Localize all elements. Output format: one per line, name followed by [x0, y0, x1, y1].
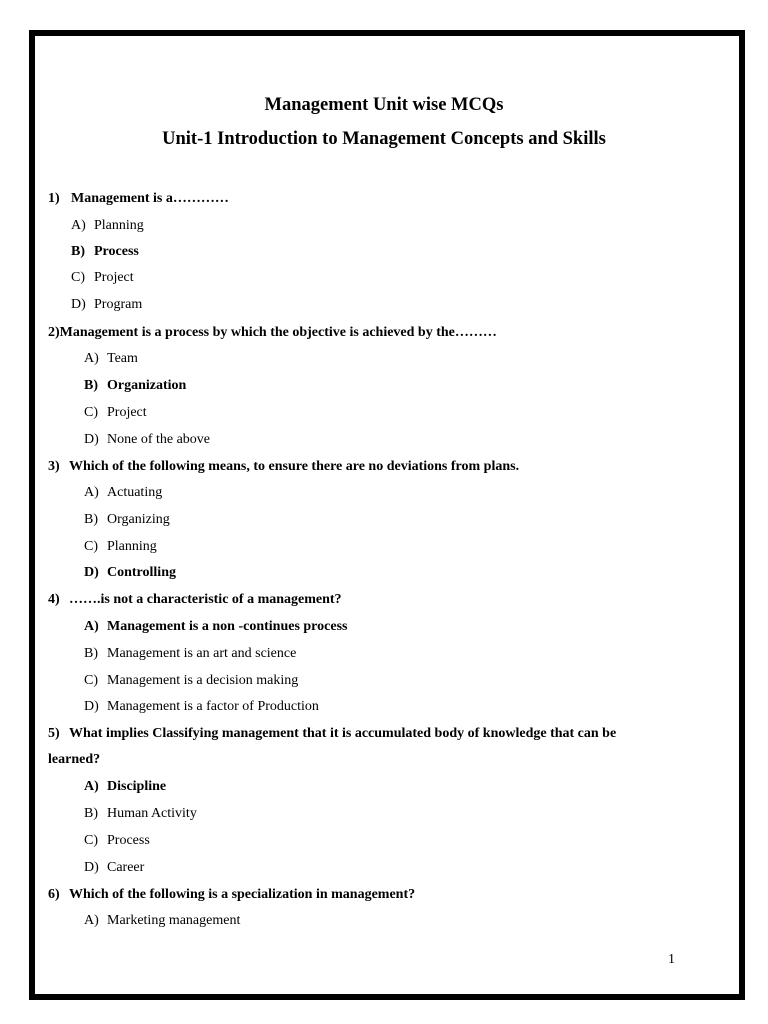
option-letter: A) — [84, 485, 99, 500]
option-text: Management is a non -continues process — [107, 619, 348, 634]
option-letter: C) — [84, 833, 98, 848]
option-text: Process — [94, 244, 139, 259]
option-letter: D) — [84, 860, 99, 875]
option-1c — [71, 269, 134, 287]
question-number: 2) — [48, 325, 60, 340]
option-letter: B) — [71, 244, 85, 259]
option-letter: C) — [84, 539, 98, 554]
option-text: Management is a factor of Production — [107, 699, 319, 714]
option-1b-correct — [71, 243, 139, 261]
option-4c — [84, 672, 298, 690]
question-2 — [48, 324, 497, 342]
document-subtitle: Unit-1 Introduction to Management Concepts and Skills — [162, 129, 606, 149]
option-letter: B) — [84, 646, 98, 661]
option-text: None of the above — [107, 432, 211, 447]
option-text: Organization — [107, 378, 187, 393]
option-3d-correct — [84, 564, 176, 582]
option-text: Planning — [94, 218, 144, 233]
question-number: 6) — [48, 887, 60, 902]
question-number: 1) — [48, 191, 60, 206]
option-letter: D) — [84, 432, 99, 447]
option-1d — [71, 296, 142, 314]
question-3 — [48, 458, 519, 476]
option-text: Project — [94, 270, 134, 285]
option-2b-correct — [84, 377, 186, 395]
option-text: Management is an art and science — [107, 646, 297, 661]
question-text: Which of the following means, to ensure there are no deviations from plans. — [69, 459, 520, 474]
option-4d — [84, 698, 319, 716]
option-text: Human Activity — [107, 806, 197, 821]
question-5 — [48, 725, 616, 743]
option-letter: A) — [71, 218, 86, 233]
option-text: Marketing management — [107, 913, 241, 928]
option-4a-correct — [84, 618, 347, 636]
question-number: 5) — [48, 726, 60, 741]
option-6a — [84, 912, 240, 930]
option-5d — [84, 859, 144, 877]
option-text: Team — [107, 351, 138, 366]
option-letter: A) — [84, 351, 99, 366]
option-text: Discipline — [107, 779, 167, 794]
option-4b — [84, 645, 296, 663]
question-text: …….is not a characteristic of a management? — [69, 592, 342, 607]
option-letter: B) — [84, 378, 98, 393]
option-2a — [84, 350, 138, 368]
option-5c — [84, 832, 150, 850]
option-3a — [84, 484, 162, 502]
option-letter: B) — [84, 512, 98, 527]
option-5a-correct — [84, 778, 166, 796]
option-letter: A) — [84, 619, 99, 634]
option-letter: A) — [84, 913, 99, 928]
option-letter: B) — [84, 806, 98, 821]
option-text: Planning — [107, 539, 157, 554]
option-text: Project — [107, 405, 147, 420]
option-letter: D) — [84, 565, 99, 580]
option-text: Career — [107, 860, 145, 875]
option-letter: C) — [84, 405, 98, 420]
question-6 — [48, 886, 415, 904]
option-letter: C) — [71, 270, 85, 285]
option-letter: A) — [84, 779, 99, 794]
option-1a — [71, 217, 144, 235]
page-number: 1 — [668, 952, 675, 967]
question-text: Management is a process by which the objective is achieved by the……… — [59, 325, 497, 340]
option-letter: D) — [84, 699, 99, 714]
option-letter: D) — [71, 297, 86, 312]
question-text: Management is a………… — [71, 191, 229, 206]
question-5-continued: learned? — [48, 752, 101, 767]
option-3b — [84, 511, 170, 529]
option-text: Organizing — [107, 512, 170, 527]
option-letter: C) — [84, 673, 98, 688]
option-text: Management is a decision making — [107, 673, 299, 688]
question-1 — [48, 190, 229, 208]
document-title: Management Unit wise MCQs — [264, 95, 504, 115]
option-text: Actuating — [107, 485, 163, 500]
option-2c — [84, 404, 147, 422]
option-text: Controlling — [107, 565, 176, 580]
option-text: Program — [94, 297, 143, 312]
question-text: What implies Classifying management that it is accumulated body of knowledge that can be — [69, 726, 617, 741]
question-4 — [48, 591, 342, 609]
option-2d — [84, 431, 210, 449]
option-text: Process — [107, 833, 150, 848]
question-text: Which of the following is a specialization in management? — [69, 887, 416, 902]
question-number: 4) — [48, 592, 60, 607]
option-5b — [84, 805, 197, 823]
option-3c — [84, 538, 157, 556]
question-number: 3) — [48, 459, 60, 474]
